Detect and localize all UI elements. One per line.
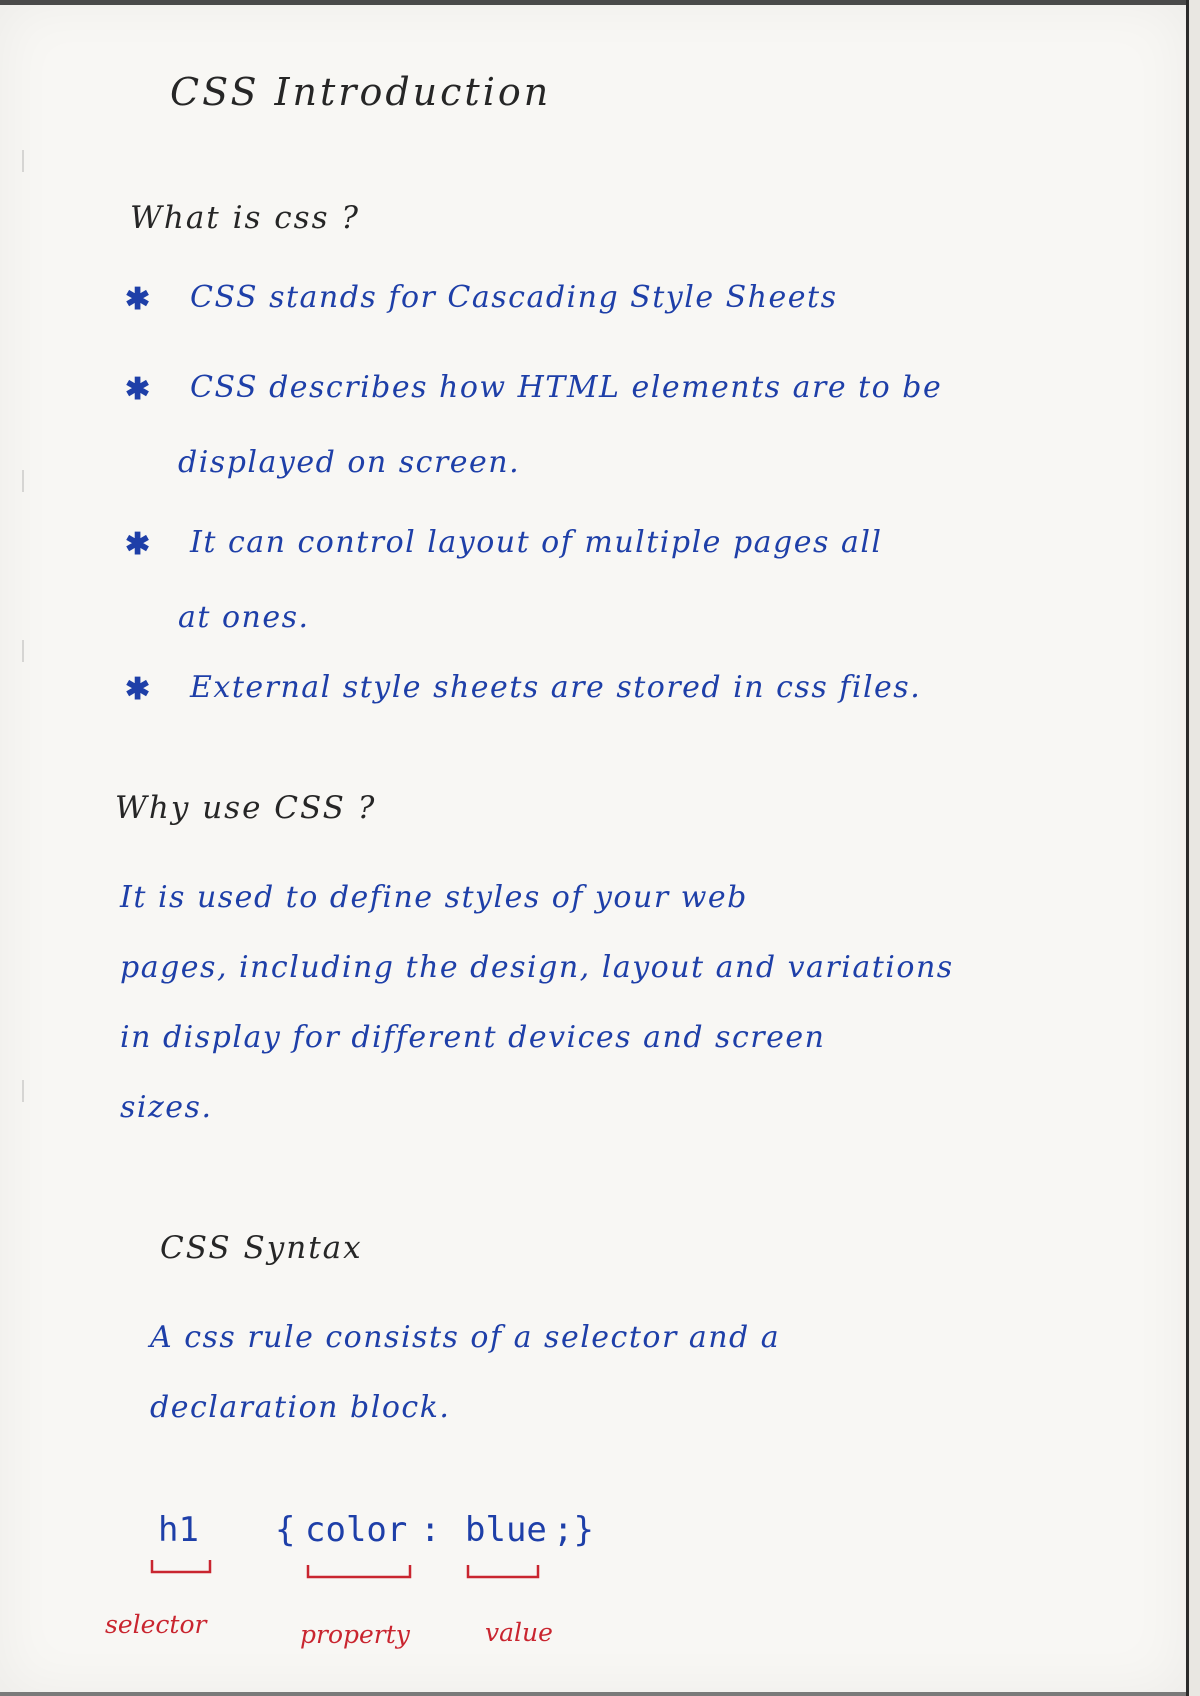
bullet-line: CSS stands for Cascading Style Sheets bbox=[190, 280, 838, 315]
section-heading-why: Why use CSS ? bbox=[115, 790, 377, 826]
example-property: color bbox=[305, 1510, 408, 1550]
bullet-star-icon: ✱ bbox=[125, 282, 151, 317]
bullet-line: External style sheets are stored in css files. bbox=[190, 670, 922, 705]
bullet-line: at ones. bbox=[178, 600, 310, 635]
page-title: CSS Introduction bbox=[170, 70, 552, 114]
value-label: value bbox=[485, 1618, 553, 1647]
bullet-line: displayed on screen. bbox=[178, 445, 521, 480]
paragraph-line: declaration block. bbox=[150, 1390, 451, 1425]
selector-label: selector bbox=[105, 1610, 207, 1639]
section-heading-what: What is css ? bbox=[130, 200, 360, 236]
paragraph-line: A css rule consists of a selector and a bbox=[150, 1320, 781, 1355]
paragraph-line: pages, including the design, layout and variations bbox=[120, 950, 954, 985]
paragraph-line: sizes. bbox=[120, 1090, 213, 1125]
bullet-star-icon: ✱ bbox=[125, 372, 151, 407]
example-colon: : bbox=[420, 1510, 441, 1550]
property-bracket bbox=[308, 1565, 410, 1577]
property-label: property bbox=[300, 1620, 410, 1649]
selector-bracket bbox=[152, 1560, 210, 1572]
paragraph-line: It is used to define styles of your web bbox=[120, 880, 748, 915]
value-bracket bbox=[468, 1565, 538, 1577]
example-value: blue bbox=[465, 1510, 547, 1550]
section-heading-syntax: CSS Syntax bbox=[160, 1230, 363, 1266]
example-selector: h1 bbox=[158, 1510, 199, 1550]
example-close: ;} bbox=[553, 1510, 594, 1550]
bullet-line: CSS describes how HTML elements are to be bbox=[190, 370, 943, 405]
bullet-star-icon: ✱ bbox=[125, 527, 151, 562]
paragraph-line: in display for different devices and screen bbox=[120, 1020, 826, 1055]
bullet-star-icon: ✱ bbox=[125, 672, 151, 707]
bullet-line: It can control layout of multiple pages all bbox=[190, 525, 883, 560]
example-open-brace: { bbox=[275, 1510, 296, 1550]
